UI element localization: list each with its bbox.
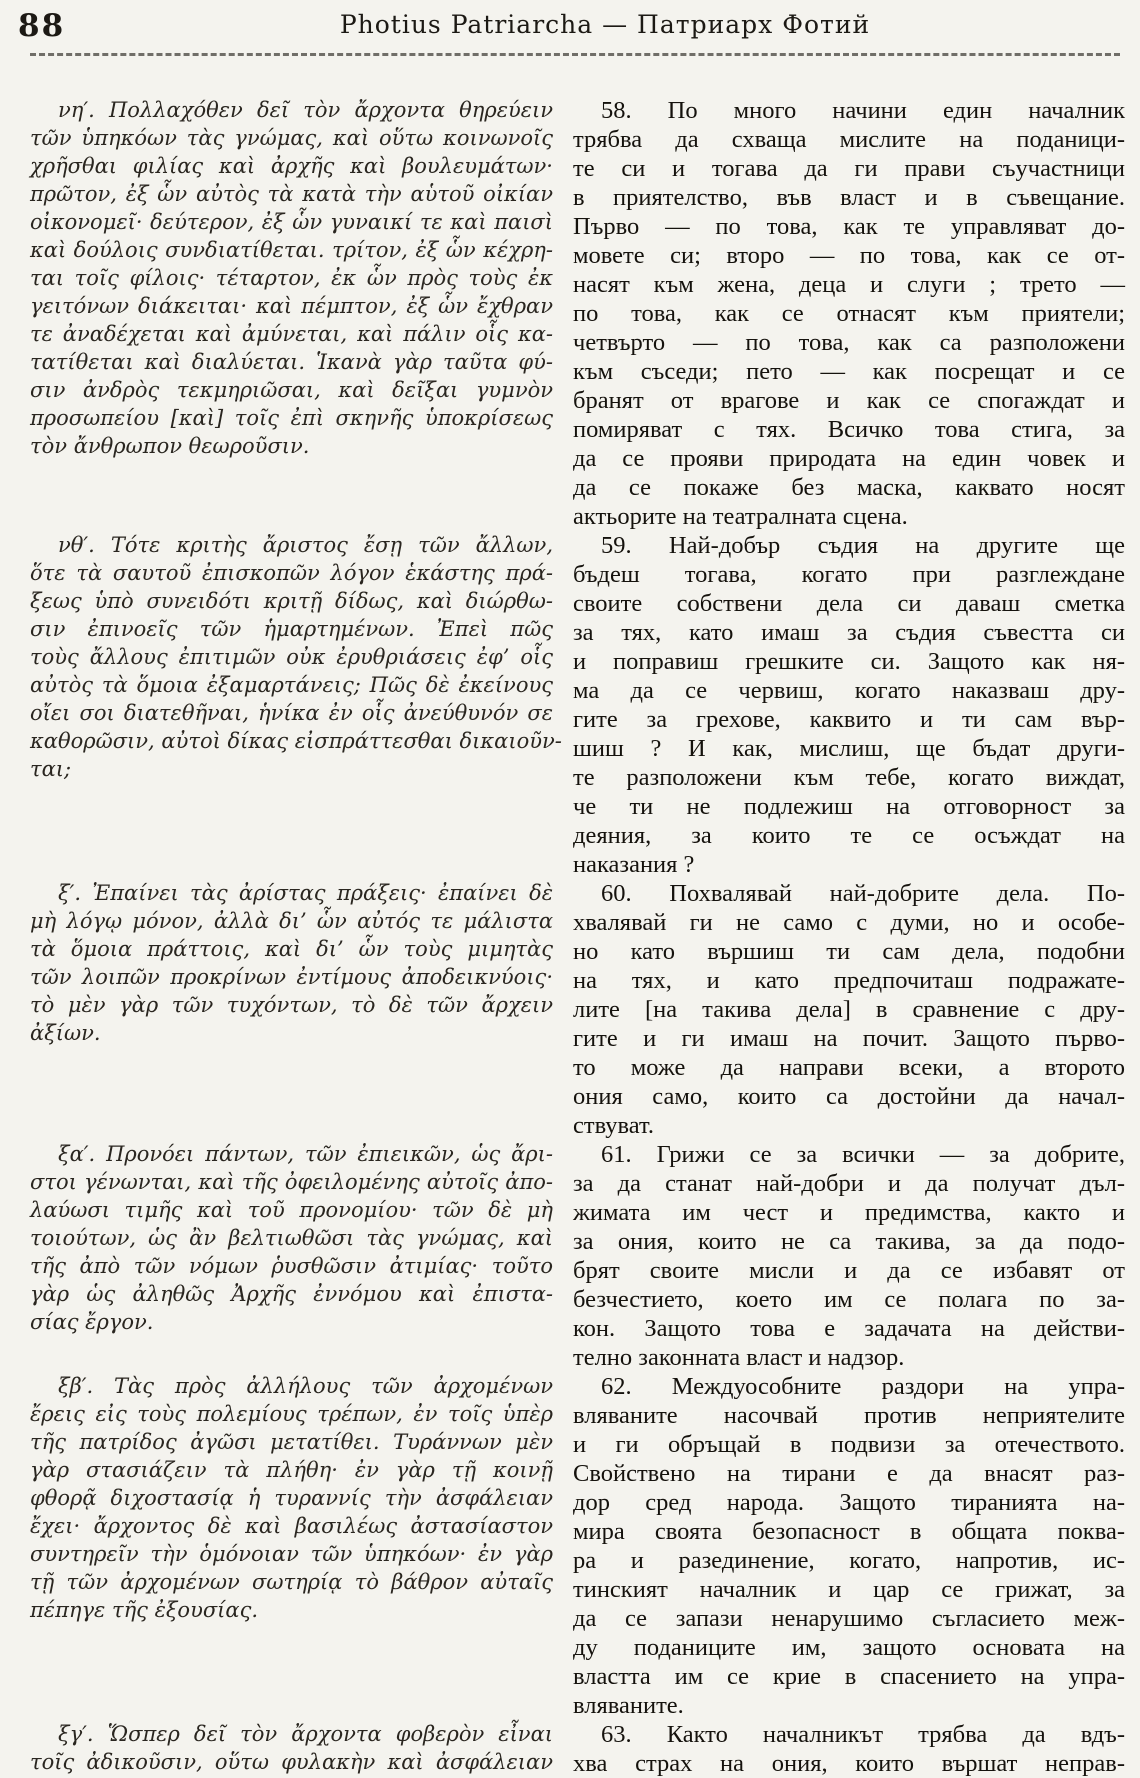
text-line: и ги обръщай в подвизи за отечеството. <box>573 1431 1125 1458</box>
text-line: ἔρεις εἰς τοὺς πολεμίους τρέπων, ἐν τοῖς ὑπὲρ <box>30 1402 553 1426</box>
text-line: προσωπείου [καὶ] τοῖς ἐπὶ σκηνῆς ὑποκρίσεως <box>30 406 553 430</box>
text-line: вляваните насочвай против неприятелите <box>573 1402 1125 1429</box>
text-line: да се прояви природата на един човек и <box>573 445 1125 472</box>
text-line: ται; <box>30 757 72 781</box>
text-line: и поправиш грешките си. Защото как ня- <box>573 648 1125 675</box>
text-line: към съседи; пето — как посрещат и се <box>573 358 1125 385</box>
text-line: хвалявай ги не само с думи, но и особе- <box>573 909 1125 936</box>
text-line: бранят от врагове и как се спогаждат и <box>573 387 1125 414</box>
text-line: τε ἀναδέχεται καὶ ἀμύνεται, καὶ πάλιν οἷς κα- <box>30 322 553 346</box>
text-line: ται τοῖς φίλοις· τέταρτον, ἐκ ὧν πρὸς τοὺς ἐκ <box>30 266 553 290</box>
text-line: тинският началник и цар се грижат, за <box>573 1576 1125 1603</box>
text-line: ἔχει· ἄρχοντος δὲ καὶ βασιλέως ἀστασίαστον <box>30 1514 553 1538</box>
text-line: νη′. Πολλαχόθεν δεῖ τὸν ἄρχοντα θηρεύειν <box>58 98 553 122</box>
text-line: Първо — по това, как те управляват до- <box>573 213 1125 240</box>
text-line: те разположени към тебе, когато виждат, <box>573 764 1125 791</box>
text-line: ония само, които са достойни да начал- <box>573 1083 1125 1110</box>
text-line: мира своята безопасност в общата поква- <box>573 1518 1125 1545</box>
text-line: σίας ἔργον. <box>30 1310 154 1334</box>
text-line: 62. Междуособните раздори на упра- <box>601 1373 1125 1400</box>
text-line: νθ′. Τότε κριτὴς ἄριστος ἔσῃ τῶν ἄλλων, <box>58 533 553 557</box>
text-line: τατίθεται καὶ διαλύεται. Ἱκανὰ γὰρ ταῦτα φύ- <box>30 350 553 374</box>
text-line: актьорите на театралната сцена. <box>573 503 908 530</box>
text-line: ξβ′. Τὰς πρὸς ἀλλήλους τῶν ἀρχομένων <box>58 1374 553 1398</box>
text-line: γειτόνων διάκειται· καὶ πέμπτον, ἐξ ὧν ἔχθραν <box>30 294 553 318</box>
text-line: ἀξίων. <box>30 1021 101 1045</box>
text-line: телно законната власт и надзор. <box>573 1344 905 1371</box>
text-line: 63. Както началникът трябва да вдъ- <box>601 1721 1125 1748</box>
text-line: ξεως ὑπὸ συνειδότι κριτῇ δίδως, καὶ διώρθω- <box>30 589 553 613</box>
text-line: τοῖς ἀδικοῦσιν, οὕτω φυλακὴν καὶ ἀσφάλειαν <box>30 1750 553 1774</box>
text-line: ξα′. Προνόει πάντων, τῶν ἐπιεικῶν, ὡς ἄρι- <box>58 1142 553 1166</box>
text-line: γὰρ στασιάζειν τὰ πλήθη· ἐν γὰρ τῇ κοινῇ <box>30 1458 553 1482</box>
greek-paragraph-61 <box>30 1140 553 1372</box>
text-line: λαύωσι τιμῆς καὶ τοῦ προνομίου· τῶν δὲ μὴ <box>30 1198 553 1222</box>
running-title: Photius Patriarcha — Патриарх Фотий <box>339 10 871 39</box>
text-line: πέπηγε τῆς ἐξουσίας. <box>30 1598 259 1622</box>
text-line: οἴει σοι διατεθῆναι, ἡνίκα ἐν οἷς ἀνεύθυνόν σε <box>30 701 553 725</box>
page-number: 88 <box>18 8 66 44</box>
text-line: че ти не подлежиш на отговорност за <box>573 793 1125 820</box>
text-line: мовете си; второ — по това, как се от- <box>573 242 1125 269</box>
section-row-58 <box>30 96 1125 531</box>
text-line: τῇ τῶν ἀρχομένων σωτηρίᾳ τὸ βάθρον αὐταῖς <box>30 1570 553 1594</box>
text-line: в приятелство, във власт и в съвещание. <box>573 184 1125 211</box>
text-line: τοιούτων, ὡς ἂν βελτιωθῶσι τὰς γνώμας, καὶ <box>30 1226 553 1250</box>
text-line: συντηρεῖν τὴν ὁμόνοιαν τῶν ὑπηκόων· ἐν γὰρ <box>30 1542 553 1566</box>
text-line: τῆς πατρίδος ἀγῶσι μετατίθει. Τυράννων μὲν <box>30 1430 553 1454</box>
bulgarian-paragraph-59 <box>573 531 1125 879</box>
text-line: на тях, и като предпочиташ подражате- <box>573 967 1125 994</box>
text-line: лите [на такива дела] в сравнение с дру- <box>573 996 1125 1023</box>
text-line: ра и разединение, когато, напротив, ис- <box>573 1547 1125 1574</box>
bulgarian-paragraph-62 <box>573 1372 1125 1720</box>
section-row-61 <box>30 1140 1125 1372</box>
text-line: μὴ λόγῳ μόνον, ἀλλὰ δι’ ὧν αὐτός τε μάλιστα <box>30 909 553 933</box>
text-line: да се запази ненарушимо съгласието меж- <box>573 1605 1125 1632</box>
text-line: τῶν ὑπηκόων τὰς γνώμας, καὶ οὕτω κοινωνοῖς <box>30 126 553 150</box>
text-line: шиш ? И как, мислиш, ще бъдат други- <box>573 735 1125 762</box>
text-line: дор сред народа. Защото тиранията на- <box>573 1489 1125 1516</box>
text-line: бъдеш тогава, когато при разглеждане <box>573 561 1125 588</box>
greek-paragraph-62 <box>30 1372 553 1720</box>
page-header <box>18 8 1120 46</box>
bulgarian-paragraph-61 <box>573 1140 1125 1372</box>
two-column-text <box>30 96 1125 1778</box>
text-line: οἰκονομεῖ· δεύτερον, ἐξ ὧν γυναικί τε καὶ παισὶ <box>30 210 553 234</box>
bulgarian-paragraph-60 <box>573 879 1125 1140</box>
text-line: ξγ′. Ὥσπερ δεῖ τὸν ἄρχοντα φοβερὸν εἶναι <box>58 1722 553 1746</box>
text-line: за да станат най-добри и да получат дъл- <box>573 1170 1125 1197</box>
text-line: наказания ? <box>573 851 695 878</box>
bulgarian-paragraph-63 <box>573 1720 1125 1778</box>
text-line: да се покаже без маска, каквато носят <box>573 474 1125 501</box>
text-line: своите собствени дела си даваш сметка <box>573 590 1125 617</box>
text-line: деяния, за които те се осъждат на <box>573 822 1125 849</box>
text-line: властта им се крие в спасението на упра- <box>573 1663 1125 1690</box>
greek-paragraph-59 <box>30 531 562 879</box>
text-line: гите и ги имаш на почит. Защото първо- <box>573 1025 1125 1052</box>
text-line: Свойствено на тирани е да внасят раз- <box>573 1460 1125 1487</box>
text-line: γὰρ ὡς ἀληθῶς Ἀρχῆς ἐννόμου καὶ ἐπιστα- <box>30 1282 553 1306</box>
text-line: καὶ δούλοις συνδιατίθεται. τρίτον, ἐξ ὧν κέχρη- <box>30 238 553 262</box>
text-line: вляваните. <box>573 1692 684 1719</box>
section-row-60 <box>30 879 1125 1140</box>
text-line: στοι γένωνται, καὶ τῆς ὀφειλομένης αὐτοῖς ἀπο- <box>30 1170 553 1194</box>
text-line: σιν ἐπινοεῖς τῶν ἡμαρτημένων. Ἐπεὶ πῶς <box>30 617 553 641</box>
text-line: четвърто — по това, как са разположени <box>573 329 1125 356</box>
text-line: то може да направи всеки, а второто <box>573 1054 1125 1081</box>
text-line: по това, как се отнасят към приятели; <box>573 300 1125 327</box>
text-line: гите за грехове, каквито и ти сам вър- <box>573 706 1125 733</box>
text-line: безчестието, което им се полага по за- <box>573 1286 1125 1313</box>
text-line: τὰ ὅμοια πράττοις, καὶ δι’ ὧν τοὺς μιμητὰς <box>30 937 553 961</box>
text-line: за ония, които не са такива, за да подо- <box>573 1228 1125 1255</box>
text-line: αὐτὸς τὰ ὅμοια ἐξαμαρτάνεις; Πῶς δὲ ἐκείνους <box>30 673 553 697</box>
text-line: 60. Похвалявай най-добрите дела. По- <box>601 880 1125 907</box>
bulgarian-paragraph-58 <box>573 96 1125 531</box>
text-line: τῆς ἀπὸ τῶν νόμων ῥυσθῶσιν ἀτιμίας· τοῦτο <box>30 1254 553 1278</box>
text-line: ствуват. <box>573 1112 655 1139</box>
section-row-62 <box>30 1372 1125 1720</box>
text-line: жимата им чест и предимства, както и <box>573 1199 1125 1226</box>
text-line: ма да се червиш, когато наказваш дру- <box>573 677 1125 704</box>
text-line: φθορᾷ διχοστασίᾳ ἡ τυραννίς τὴν ἀσφάλειαν <box>30 1486 553 1510</box>
text-line: кон. Защото това е задачата на действи- <box>573 1315 1125 1342</box>
greek-paragraph-63 <box>30 1720 553 1778</box>
text-line: но като вършиш ти сам дела, подобни <box>573 938 1125 965</box>
text-line: ξ′. Ἐπαίνει τὰς ἀρίστας πράξεις· ἐπαίνει δὲ <box>58 881 553 905</box>
text-line: τὸ μὲν γὰρ τῶν τυχόντων, τὸ δὲ τῶν ἄρχειν <box>30 993 553 1017</box>
text-line: σιν ἀνδρὸς τεκμηριῶσαι, καὶ δεῖξαι γυμνὸν <box>30 378 553 402</box>
text-line: ὅτε τὰ σαυτοῦ ἐπισκοπῶν λόγον ἑκάστης πρά- <box>30 561 553 585</box>
text-line: те си и тогава да ги прави съучастници <box>573 155 1125 182</box>
text-line: насят към жена, деца и слуги ; трето — <box>573 271 1125 298</box>
text-line: πρῶτον, ἐξ ὧν αὐτὸς τὰ κατὰ τὴν αὑτοῦ οἰκίαν <box>30 182 553 206</box>
text-line: ду поданиците им, защото основата на <box>573 1634 1125 1661</box>
greek-paragraph-60 <box>30 879 553 1140</box>
text-line: 61. Грижи се за всички — за добрите, <box>601 1141 1125 1168</box>
text-line: τοὺς ἄλλους ἐπιτιμῶν οὐκ ἐρυθριάσεις ἐφ’ οἷς <box>30 645 553 669</box>
greek-paragraph-58 <box>30 96 553 531</box>
text-line: τῶν λοιπῶν προκρίνων ἐντίμους ἀποδεικνύοις· <box>30 965 553 989</box>
text-line: за тях, като имаш за съдия съвестта си <box>573 619 1125 646</box>
text-line: помиряват с тях. Всичко това стига, за <box>573 416 1125 443</box>
section-row-63 <box>30 1720 1125 1778</box>
section-row-59 <box>30 531 1125 879</box>
text-line: χρῆσθαι φιλίας καὶ ἀρχῆς καὶ βουλευμάτων· <box>30 154 553 178</box>
text-line: хва страх на ония, които вършат неправ- <box>573 1750 1125 1777</box>
text-line: 59. Най-добър съдия на другите ще <box>601 532 1125 559</box>
text-line: τὸν ἄνθρωπον θεωροῦσιν. <box>30 434 310 458</box>
text-line: καθορῶσιν, αὐτοὶ δίκας εἰσπράττεσθαι δικαιοῦν- <box>30 729 562 753</box>
header-rule <box>30 53 1120 56</box>
text-line: трябва да схваща мислите на поданици- <box>573 126 1125 153</box>
text-line: брят своите мисли и да се избавят от <box>573 1257 1125 1284</box>
text-line: 58. По много начини един началник <box>601 97 1125 124</box>
